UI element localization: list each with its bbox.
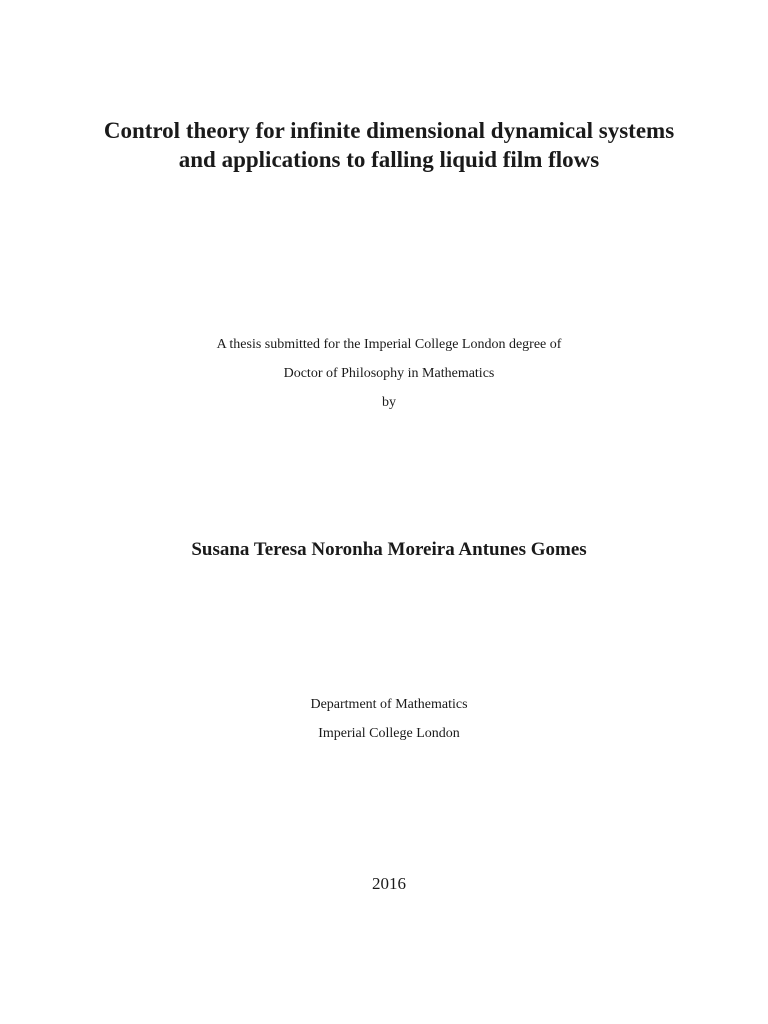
department-name: Department of Mathematics [310, 697, 468, 712]
thesis-title: Control theory for infinite dimensional dynamical systems and applications to falling liquid film flows [103, 118, 675, 172]
author-name: Susana Teresa Noronha Moreira Antunes Gomes [191, 539, 587, 560]
institution-name: Imperial College London [318, 726, 460, 741]
degree-name: Doctor of Philosophy in Mathematics [283, 366, 495, 381]
submission-year: 2016 [372, 874, 406, 893]
by-label: by [382, 395, 396, 410]
submission-statement: A thesis submitted for the Imperial College London degree of [216, 337, 562, 352]
